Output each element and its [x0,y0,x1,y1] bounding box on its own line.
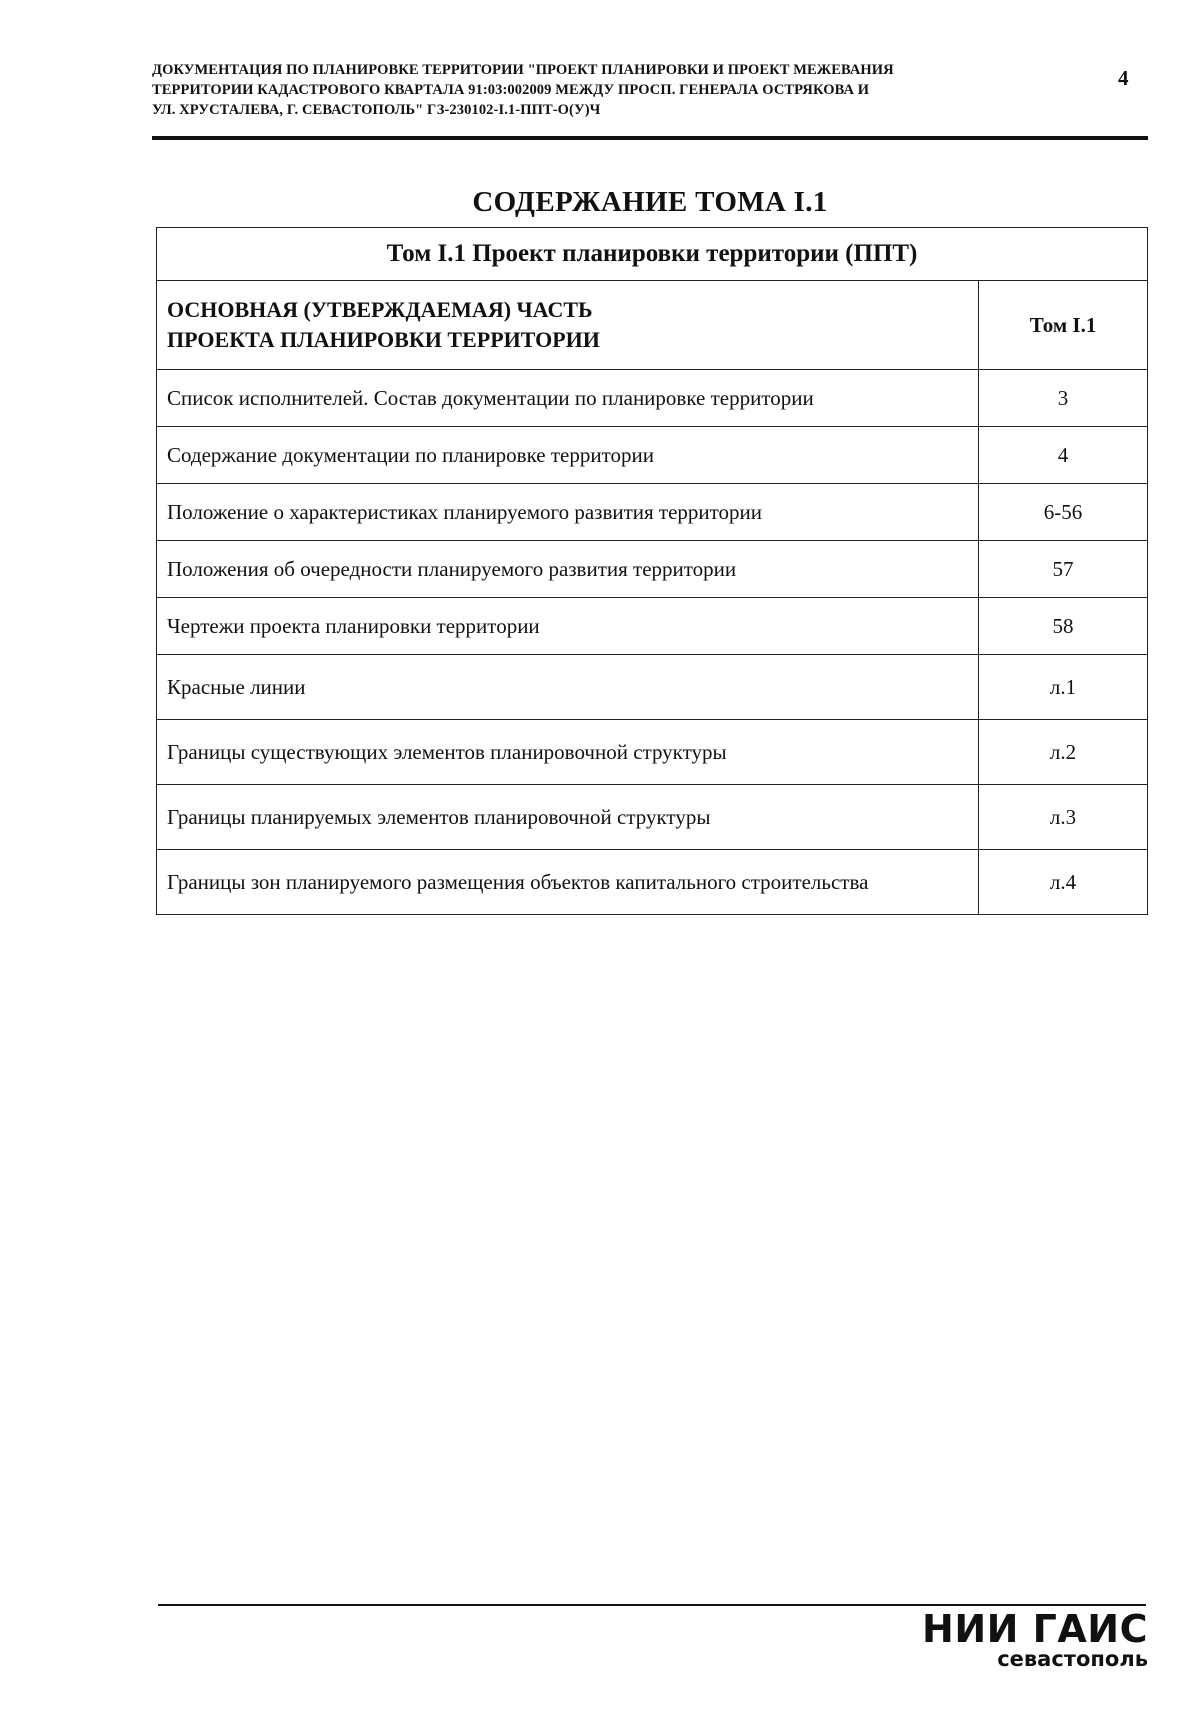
entry-page: 58 [979,598,1148,655]
header-line-1: ДОКУМЕНТАЦИЯ ПО ПЛАНИРОВКЕ ТЕРРИТОРИИ "ПРОЕКТ ПЛАНИРОВКИ И ПРОЕКТ МЕЖЕВАНИЯ [152,62,894,78]
footer-divider [158,1604,1146,1606]
entry-title: Чертежи проекта планировки территории [157,598,979,655]
table-row [157,484,1148,541]
section-volume: Том I.1 [979,281,1148,370]
table-row [157,427,1148,484]
entry-title: Границы зон планируемого размещения объектов капитального строительства [157,850,979,915]
toc-title: СОДЕРЖАНИЕ ТОМА I.1 [472,186,828,218]
table-row [157,541,1148,598]
table-row [157,720,1148,785]
entry-title: Красные линии [157,655,979,720]
document-header [152,60,1052,120]
table-row [157,850,1148,915]
volume-title-row [157,228,1148,281]
entry-title: Границы существующих элементов планировочной структуры [157,720,979,785]
organization-logo [880,1608,1148,1670]
table-row [157,655,1148,720]
section-title-line-2: ПРОЕКТА ПЛАНИРОВКИ ТЕРРИТОРИИ [167,327,600,352]
section-title-line-1: ОСНОВНАЯ (УТВЕРЖДАЕМАЯ) ЧАСТЬ [167,297,593,322]
entry-page: л.1 [979,655,1148,720]
entry-page: 57 [979,541,1148,598]
section-row [157,281,1148,370]
toc-table [156,227,1148,915]
entry-title: Границы планируемых элементов планировочной структуры [157,785,979,850]
entry-title: Содержание документации по планировке территории [157,427,979,484]
header-divider [152,136,1148,140]
section-title [157,281,979,370]
table-row [157,370,1148,427]
entry-page: л.2 [979,720,1148,785]
entry-page: л.3 [979,785,1148,850]
entry-page: л.4 [979,850,1148,915]
entry-title: Положение о характеристиках планируемого развития территории [157,484,979,541]
logo-sub-text: севастополь [997,1647,1148,1671]
entry-page: 6-56 [979,484,1148,541]
header-line-2: ТЕРРИТОРИИ КАДАСТРОВОГО КВАРТАЛА 91:03:002009 МЕЖДУ ПРОСП. ГЕНЕРАЛА ОСТРЯКОВА И [152,82,870,98]
table-row [157,785,1148,850]
volume-title: Том I.1 Проект планировки территории (ППТ) [157,228,1148,281]
entry-title: Положения об очередности планируемого развития территории [157,541,979,598]
table-row [157,598,1148,655]
header-line-3: УЛ. ХРУСТАЛЕВА, Г. СЕВАСТОПОЛЬ" ГЗ-230102-I.1-ППТ-О(У)Ч [152,102,601,118]
entry-page: 3 [979,370,1148,427]
page-number: 4 [1118,66,1129,90]
entry-title: Список исполнителей. Состав документации по планировке территории [157,370,979,427]
entry-page: 4 [979,427,1148,484]
logo-main-text: НИИ ГАИС [922,1607,1148,1651]
